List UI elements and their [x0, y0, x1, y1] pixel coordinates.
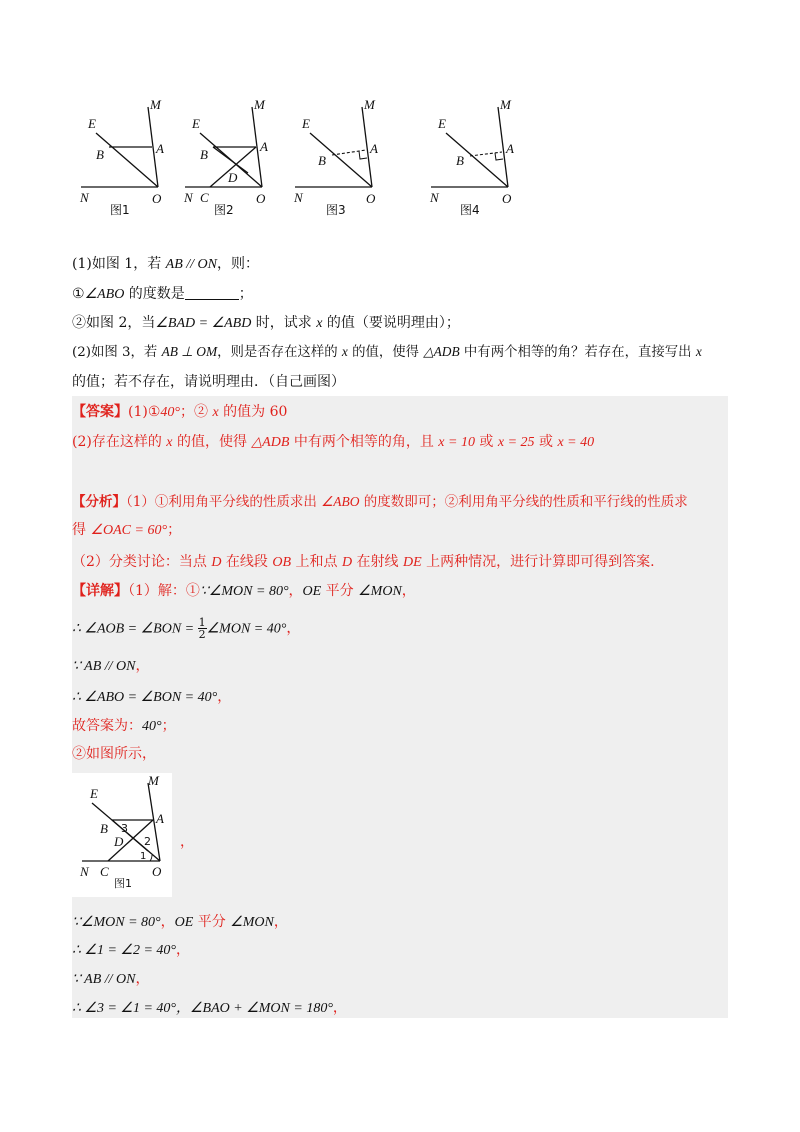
detail-line-8: ∴ ∠1 = ∠2 = 40°，	[72, 942, 191, 958]
detail-line-10: ∴ ∠3 = ∠1 = 40°，∠BAO + ∠MON = 180°，	[72, 1000, 347, 1016]
label-A: A	[260, 139, 268, 154]
figure-2	[182, 95, 292, 220]
figure-caption: 图1	[114, 877, 132, 890]
detail-line-3: ∵ AB // ON，	[72, 658, 150, 674]
question-1-1: ①∠ABO 的度数是 ；	[72, 286, 253, 302]
label-B: B	[318, 153, 326, 168]
label-B: B	[100, 821, 108, 836]
detail-line-1: 【详解】（1）解：①∵∠MON = 80°，OE 平分 ∠MON，	[72, 583, 416, 599]
label-N: N	[294, 190, 303, 205]
label-N: N	[184, 190, 193, 205]
angle-label-1: 1	[140, 851, 147, 862]
analysis-line-2: 得 ∠OAC = 60°；	[72, 522, 182, 538]
figure-caption: 图1	[110, 203, 130, 217]
label-D: D	[228, 170, 238, 185]
label-B: B	[456, 153, 464, 168]
analysis-line-3: （2）分类讨论：当点 D 在线段 OB 上和点 D 在射线 DE 上两种情况，进行计算即可得到答案.	[72, 554, 655, 570]
fraction-one-half: $\frac{1}{2}$	[198, 616, 206, 641]
question-part-2-cont: 的值；若不存在，请说明理由．（自己画图）	[72, 374, 345, 390]
label-M: M	[254, 97, 265, 112]
figure-caption: 图4	[460, 203, 480, 217]
label-E: E	[302, 116, 310, 131]
analysis-line-1: 【分析】（1）①利用角平分线的性质求出 ∠ABO 的度数即可；②利用角平分线的性质和平行线的性质求	[72, 494, 688, 510]
answer-line-2: (2)存在这样的 x 的值，使得 △ADB 中有两个相等的角，且 x = 10 或 x = 25 或 x = 40	[72, 434, 595, 450]
question-1-2: ②如图 2，当∠BAD = ∠ABD 时，试求 x 的值（要说明理由）；	[72, 315, 460, 331]
label-A: A	[370, 141, 378, 156]
figure-1	[76, 95, 186, 220]
detail-figure	[72, 773, 172, 897]
label-C: C	[200, 190, 209, 205]
detail-line-7: ∵∠MON = 80°，OE 平分 ∠MON，	[72, 914, 288, 930]
label-O: O	[256, 191, 266, 206]
detail-line-9: ∵ AB // ON，	[72, 971, 150, 987]
figure-3	[292, 95, 402, 220]
label-N: N	[80, 864, 89, 879]
detail-figure-comma: ，	[180, 834, 194, 850]
label-O: O	[502, 191, 512, 206]
question-part-1: (1)如图 1，若 AB // ON，则：	[72, 256, 259, 272]
figure-caption: 图3	[326, 203, 346, 217]
label-C: C	[100, 864, 109, 879]
label-D: D	[114, 834, 124, 849]
question-part-2: (2)如图 3，若 AB ⊥ OM，则是否存在这样的 x 的值，使得 △ADB 中有两个相等的角？若存在，直接写出 x	[72, 344, 702, 360]
label-A: A	[156, 141, 164, 156]
label-B: B	[96, 147, 104, 162]
label-O: O	[152, 864, 162, 879]
label-M: M	[500, 97, 511, 112]
label-N: N	[80, 190, 89, 205]
detail-line-4: ∴ ∠ABO = ∠BON = 40°，	[72, 689, 232, 705]
label-M: M	[150, 97, 161, 112]
answer-line-1: 【答案】(1)①40°；② x 的值为 60	[72, 404, 288, 420]
detail-line-5: 故答案为：40°；	[72, 718, 176, 734]
label-B: B	[200, 147, 208, 162]
label-A: A	[156, 811, 164, 826]
answer-blank	[185, 285, 239, 300]
detail-line-6: ②如图所示，	[72, 746, 156, 762]
label-O: O	[366, 191, 376, 206]
label-M: M	[148, 773, 159, 788]
label-E: E	[90, 786, 98, 801]
label-N: N	[430, 190, 439, 205]
label-O: O	[152, 191, 162, 206]
label-M: M	[364, 97, 375, 112]
detail-line-2: ∴ ∠AOB = ∠BON = $\frac{1}{2}$ ∠MON = 40°，	[72, 616, 301, 641]
figure-4	[428, 95, 538, 220]
label-E: E	[438, 116, 446, 131]
label-E: E	[192, 116, 200, 131]
label-E: E	[88, 116, 96, 131]
label-A: A	[506, 141, 514, 156]
angle-label-2: 2	[144, 835, 151, 848]
figure-caption: 图2	[214, 203, 234, 217]
angle-label-3: 3	[121, 822, 128, 835]
